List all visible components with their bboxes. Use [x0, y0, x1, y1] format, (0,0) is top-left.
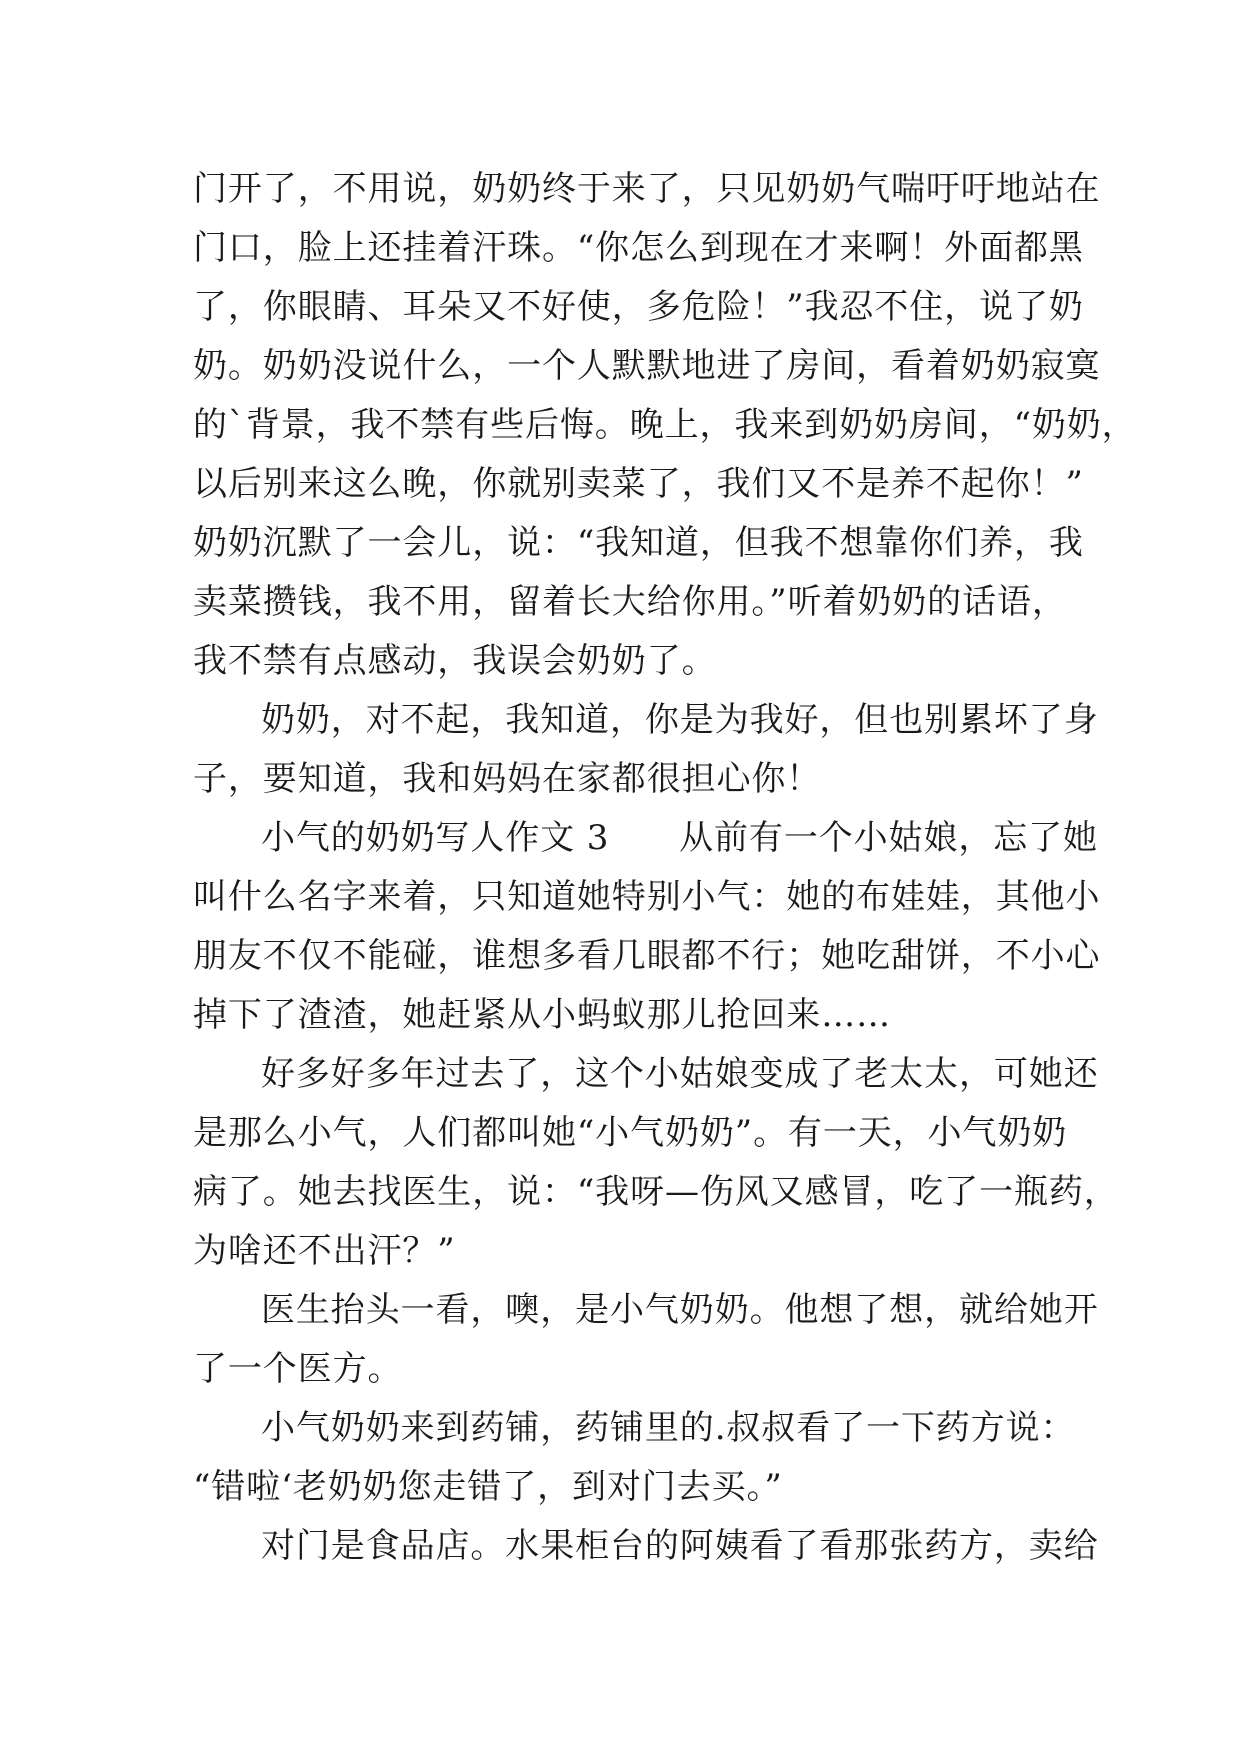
text-line: “错啦‘老奶奶您走错了，到对门去买。”: [193, 1467, 783, 1507]
text-line: 以后别来这么晚，你就别卖菜了，我们又不是养不起你！”: [193, 464, 1084, 504]
paragraph-start-line: 奶奶，对不起，我知道，你是为我好，但也别累坏了身: [261, 700, 1099, 740]
paragraph-start-line: 好多好多年过去了，这个小姑娘变成了老太太，可她还: [261, 1054, 1099, 1094]
text-line: 了一个医方。: [193, 1349, 403, 1389]
text-line: 奶。奶奶没说什么，一个人默默地进了房间，看着奶奶寂寞: [193, 346, 1101, 386]
text-line: 卖菜攒钱，我不用，留着长大给你用。”听着奶奶的话语，: [193, 582, 1067, 622]
text-line: 门开了，不用说，奶奶终于来了，只见奶奶气喘吁吁地站在: [193, 169, 1101, 209]
text-line: 门口，脸上还挂着汗珠。“你怎么到现在才来啊！外面都黑: [193, 228, 1084, 268]
text-line: 掉下了渣渣，她赶紧从小蚂蚁那儿抢回来……: [193, 995, 891, 1035]
paragraph-start-line: 小气奶奶来到药铺，药铺里的.叔叔看了一下药方说：: [261, 1408, 1076, 1448]
text-line: 病了。她去找医生，说：“我呀—伤风又感冒，吃了一瓶药，: [193, 1172, 1119, 1212]
text-line: 我不禁有点感动，我误会奶奶了。: [193, 641, 717, 681]
paragraph-start-line: 医生抬头一看，噢，是小气奶奶。他想了想，就给她开: [261, 1290, 1099, 1330]
text-line: 了，你眼睛、耳朵又不好使，多危险！”我忍不住，说了奶: [193, 287, 1084, 327]
text-line: 奶奶沉默了一会儿，说：“我知道，但我不想靠你们养，我: [193, 523, 1084, 563]
text-line: 朋友不仅不能碰，谁想多看几眼都不行；她吃甜饼，不小心: [193, 936, 1101, 976]
paragraph-start-line: 小气的奶奶写人作文 3 从前有一个小姑娘，忘了她: [261, 818, 1098, 858]
paragraph-start-line: 对门是食品店。水果柜台的阿姨看了看那张药方，卖给: [261, 1526, 1099, 1566]
document-body: [193, 160, 1137, 1576]
text-line: 叫什么名字来着，只知道她特别小气：她的布娃娃，其他小: [193, 877, 1101, 917]
text-line: 的`背景，我不禁有些后悔。晚上，我来到奶奶房间，“奶奶，: [193, 405, 1137, 445]
text-line: 为啥还不出汗？”: [193, 1231, 456, 1271]
text-line: 子，要知道，我和妈妈在家都很担心你！: [193, 759, 822, 799]
text-line: 是那么小气，人们都叫她“小气奶奶”。有一天，小气奶奶: [193, 1113, 1068, 1153]
